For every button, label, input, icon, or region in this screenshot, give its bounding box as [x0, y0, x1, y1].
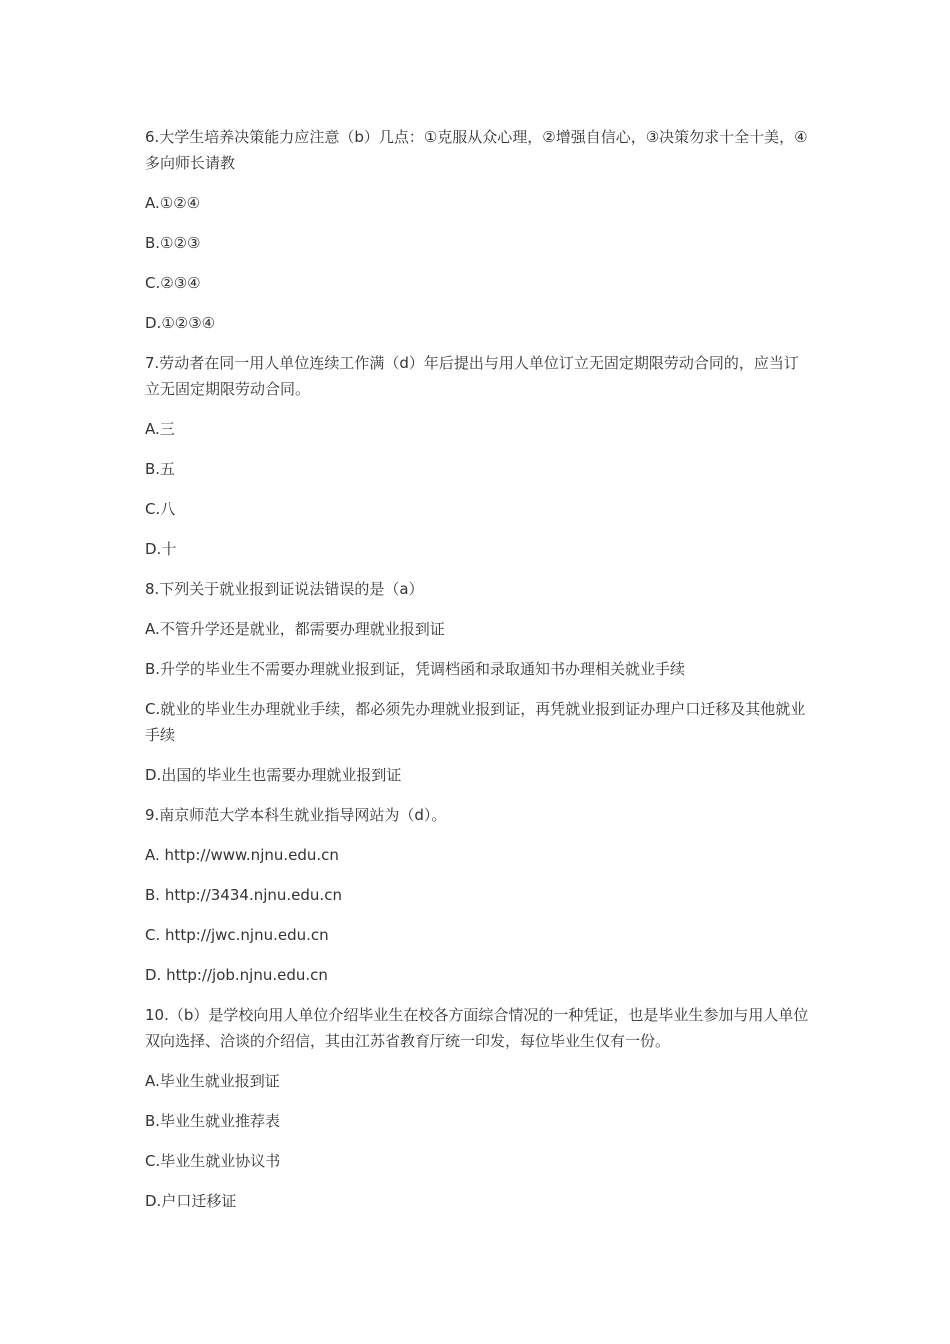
answer-option: A.毕业生就业报到证	[145, 1072, 280, 1090]
answer-option: A.三	[145, 420, 175, 438]
answer-option: C. http://jwc.njnu.edu.cn	[145, 926, 329, 944]
answer-option: B.毕业生就业推荐表	[145, 1112, 281, 1130]
answer-option: A.不管升学还是就业，都需要办理就业报到证	[145, 620, 445, 638]
answer-option: D.出国的毕业生也需要办理就业报到证	[145, 766, 402, 784]
answer-option: C.②③④	[145, 274, 201, 292]
question-stem: 10.（b）是学校向用人单位介绍毕业生在校各方面综合情况的一种凭证，也是毕业生参加与用人单位双向选择、洽谈的介绍信，其由江苏省教育厅统一印发，每位毕业生仅有一份。	[145, 1006, 809, 1050]
answer-option: C.毕业生就业协议书	[145, 1152, 281, 1170]
answer-option: B.五	[145, 460, 176, 478]
answer-option: D.①②③④	[145, 314, 216, 332]
question-stem: 8.下列关于就业报到证说法错误的是（a）	[145, 580, 424, 598]
answer-option: B.①②③	[145, 234, 201, 252]
answer-option: D.户口迁移证	[145, 1192, 237, 1210]
answer-option: B. http://3434.njnu.edu.cn	[145, 886, 342, 904]
answer-option: C.八	[145, 500, 176, 518]
answer-option: C.就业的毕业生办理就业手续，都必须先办理就业报到证，再凭就业报到证办理户口迁移及其他就业手续	[145, 700, 806, 744]
document-body	[145, 124, 810, 1228]
question-stem: 6.大学生培养决策能力应注意（b）几点：①克服从众心理，②增强自信心，③决策勿求十全十美，④多向师长请教	[145, 128, 808, 172]
question-stem: 7.劳动者在同一用人单位连续工作满（d）年后提出与用人单位订立无固定期限劳动合同的，应当订立无固定期限劳动合同。	[145, 354, 799, 398]
answer-option: A. http://www.njnu.edu.cn	[145, 846, 339, 864]
answer-option: A.①②④	[145, 194, 201, 212]
answer-option: B.升学的毕业生不需要办理就业报到证，凭调档函和录取通知书办理相关就业手续	[145, 660, 686, 678]
answer-option: D.十	[145, 540, 177, 558]
question-stem: 9.南京师范大学本科生就业指导网站为（d）。	[145, 806, 447, 824]
answer-option: D. http://job.njnu.edu.cn	[145, 966, 328, 984]
